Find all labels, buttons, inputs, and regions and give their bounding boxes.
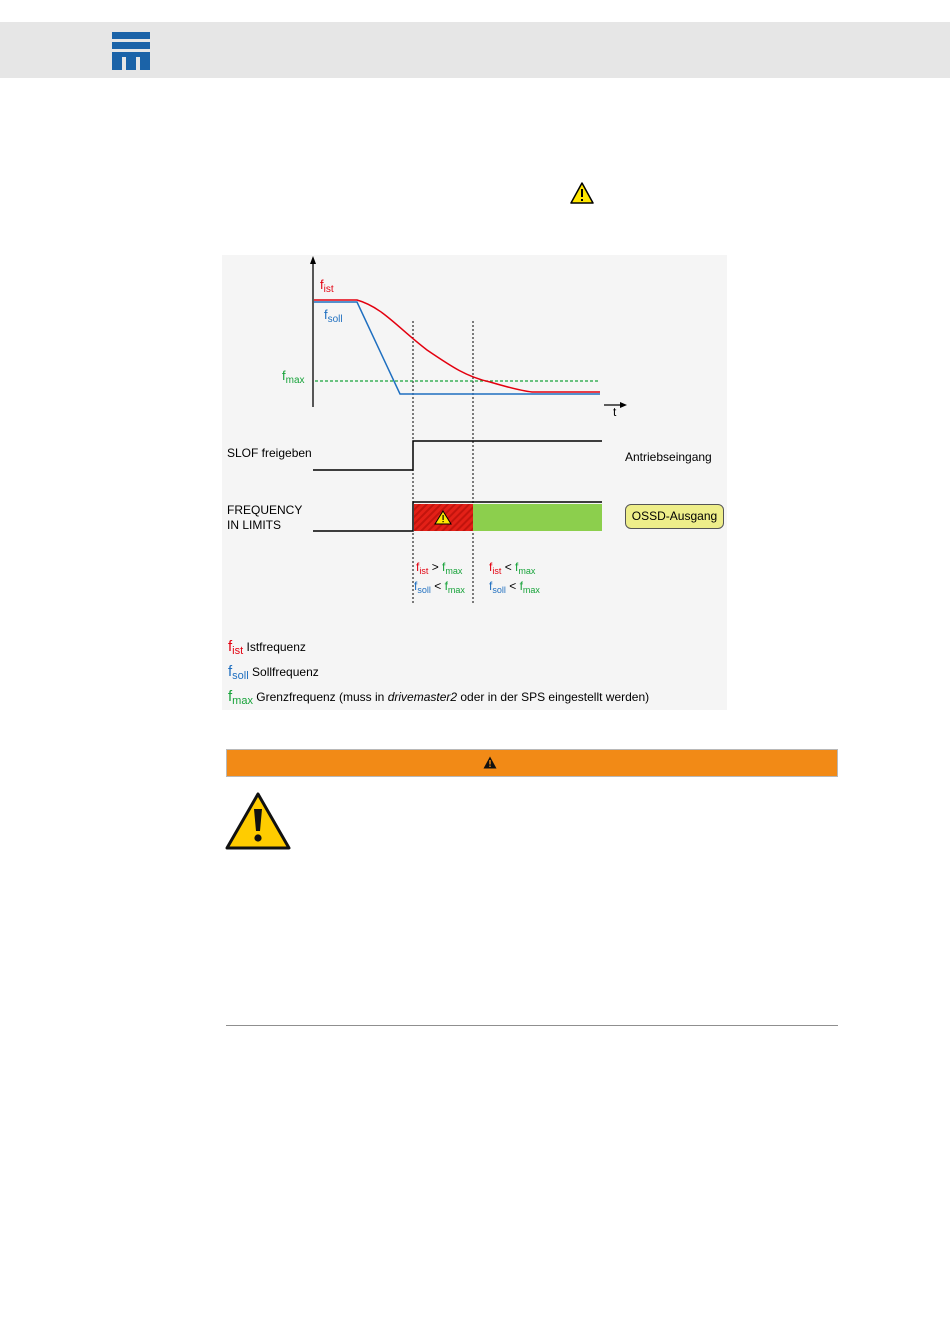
warning-triangle-icon	[570, 182, 594, 204]
section-divider	[226, 1025, 838, 1026]
condition-left-1: $f_{ist} > f_{max}$	[416, 560, 463, 576]
signal-freq-label-1: FREQUENCY	[227, 503, 303, 517]
signal-slof-label: SLOF freigeben	[227, 446, 312, 460]
f-soll-curve	[314, 302, 600, 394]
company-logo-icon	[112, 32, 150, 70]
f-ist-curve	[314, 300, 600, 392]
f-ist-label: $f_{ist}$	[320, 277, 334, 295]
legend-max: $f_{max}$ Grenzfrequenz (muss in drivemaster2 oder in der SPS eingestellt werden)	[228, 688, 650, 707]
signal-slof-right-label: Antriebseingang	[625, 450, 712, 464]
condition-left-2: $f_{soll} < f_{max}$	[414, 579, 465, 595]
signal-freq-label-2: IN LIMITS	[227, 518, 282, 532]
warning-header-bar	[226, 749, 838, 777]
f-soll-label: $f_{soll}$	[324, 307, 343, 325]
warning-sign-icon	[225, 792, 291, 850]
legend-soll: $f_{soll}$ Sollfrequenz	[228, 663, 319, 682]
legend-ist: $f_{ist}$ Istfrequenz	[228, 638, 306, 657]
warning-triangle-icon	[483, 756, 497, 769]
condition-right-1: $f_{ist} < f_{max}$	[489, 560, 536, 576]
ok-window	[473, 504, 602, 531]
f-max-label: $f_{max}$	[282, 368, 305, 386]
time-axis-label: t	[613, 405, 617, 419]
condition-right-2: $f_{soll} < f_{max}$	[489, 579, 540, 595]
frequency-diagram	[222, 255, 727, 710]
ossd-output-badge: OSSD-Ausgang	[625, 504, 724, 529]
